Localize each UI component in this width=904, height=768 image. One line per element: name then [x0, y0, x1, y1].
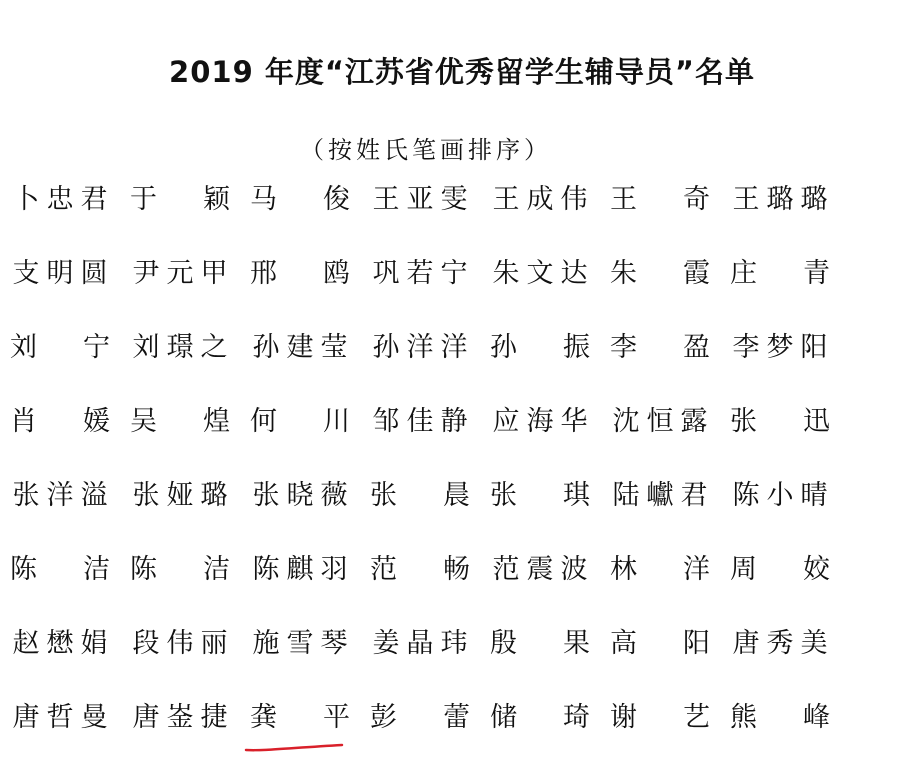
name-entry: 陈 麒 羽 [252, 554, 348, 585]
name-entry: 邢 鸥 [250, 258, 350, 289]
name-entry: 张 晨 [370, 480, 470, 511]
name-entry: 张 洋 溢 [12, 480, 108, 511]
name-entry: 彭 蕾 [370, 702, 470, 733]
name-entry: 马 俊 [250, 184, 350, 215]
name-entry: 陈 洁 [130, 554, 230, 585]
name-entry: 朱 霞 [610, 258, 710, 289]
name-entry: 孙 洋 洋 [372, 332, 468, 363]
name-entry: 施 雪 琴 [252, 628, 348, 659]
name-entry: 范 畅 [370, 554, 470, 585]
name-entry: 应 海 华 [492, 406, 588, 437]
name-entry: 尹 元 甲 [132, 258, 228, 289]
name-entry: 何 川 [250, 406, 350, 437]
name-entry: 唐 秀 美 [732, 628, 828, 659]
name-entry: 李 盈 [610, 332, 710, 363]
name-entry: 卜 忠 君 [12, 184, 108, 215]
name-entry: 孙 振 [490, 332, 590, 363]
name-entry: 周 姣 [730, 554, 830, 585]
name-entry: 谢 艺 [610, 702, 710, 733]
document-title: 2019 年度“江苏省优秀留学生辅导员”名单 [169, 55, 755, 89]
name-entry: 李 梦 阳 [732, 332, 828, 363]
name-entry: 于 颖 [130, 184, 230, 215]
name-list [10, 176, 850, 768]
name-entry: 储 琦 [490, 702, 590, 733]
name-entry: 刘 宁 [10, 332, 110, 363]
document-subtitle: （按姓氏笔画排序） [300, 136, 552, 164]
name-entry: 孙 建 莹 [252, 332, 348, 363]
name-entry: 沈 恒 露 [612, 406, 708, 437]
name-entry: 范 震 波 [492, 554, 588, 585]
name-entry: 段 伟 丽 [132, 628, 228, 659]
name-entry: 殷 果 [490, 628, 590, 659]
red-underline-mark [244, 740, 344, 754]
name-entry: 支 明 圆 [12, 258, 108, 289]
name-entry: 肖 媛 [10, 406, 110, 437]
name-entry: 巩 若 宁 [372, 258, 468, 289]
name-entry: 张 娅 璐 [132, 480, 228, 511]
name-entry: 林 洋 [610, 554, 710, 585]
name-entry: 张 琪 [490, 480, 590, 511]
name-entry: 王 璐 璐 [732, 184, 828, 215]
name-entry: 张 迅 [730, 406, 830, 437]
name-entry: 陆 巘 君 [612, 480, 708, 511]
name-entry: 陈 洁 [10, 554, 110, 585]
name-entry: 唐 崟 捷 [132, 702, 228, 733]
name-entry: 王 亚 雯 [372, 184, 468, 215]
name-entry: 刘 璟 之 [132, 332, 228, 363]
name-entry: 龚 平 [250, 702, 350, 733]
name-entry: 庄 青 [730, 258, 830, 289]
name-entry: 唐 哲 曼 [12, 702, 108, 733]
name-entry: 邹 佳 静 [372, 406, 468, 437]
name-entry: 朱 文 达 [492, 258, 588, 289]
name-entry: 高 阳 [610, 628, 710, 659]
name-entry: 姜 晶 玮 [372, 628, 468, 659]
name-entry: 王 奇 [610, 184, 710, 215]
name-entry: 张 晓 薇 [252, 480, 348, 511]
name-entry: 熊 峰 [730, 702, 830, 733]
name-entry: 吴 煌 [130, 406, 230, 437]
name-entry: 赵 懋 娟 [12, 628, 108, 659]
name-entry: 陈 小 晴 [732, 480, 828, 511]
name-entry: 王 成 伟 [492, 184, 588, 215]
